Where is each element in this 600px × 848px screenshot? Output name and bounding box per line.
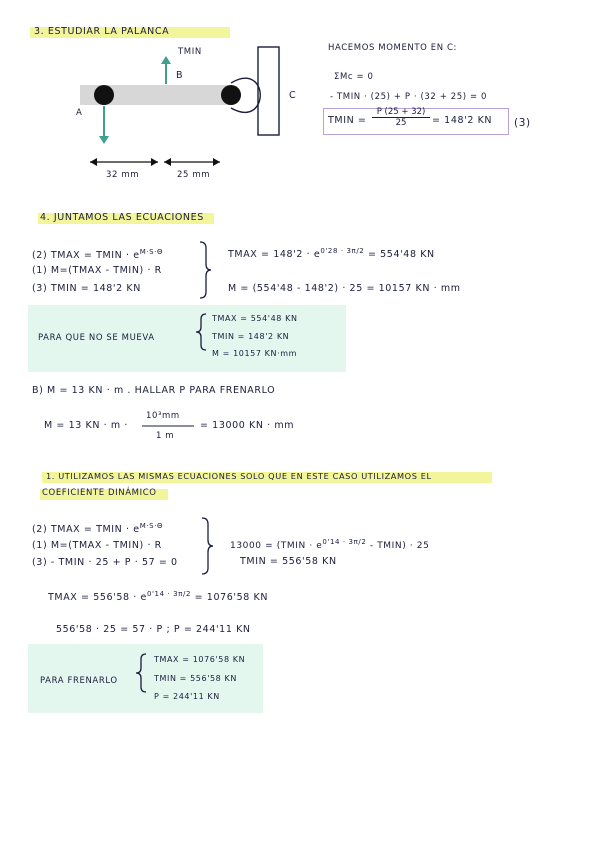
- sec1-eq-2-text: (2) TMAX = TMIN · e: [32, 524, 140, 536]
- sec1-tmax-val: = 1076'58 KN: [194, 592, 269, 604]
- moments-sum: ΣMc = 0: [334, 72, 374, 82]
- sec1-eq-3: (3) - TMIN · 25 + P · 57 = 0: [32, 557, 178, 568]
- sec4-eq-3: (3) TMIN = 148'2 KN: [32, 283, 141, 294]
- sectionB-lhs: M = 13 KN · m ·: [44, 420, 128, 431]
- sec4-eq-2: [32, 248, 163, 261]
- dim-right-head-l: [164, 158, 171, 166]
- brake-item-tmin: TMIN = 556'58 KN: [154, 674, 237, 683]
- sec1-tmax-text: TMAX = 556'58 · e: [48, 592, 147, 604]
- sectionB-frac-den: 1 m: [156, 431, 175, 441]
- sec4-tmax-val: = 554'48 KN: [367, 249, 435, 261]
- sec4-tmax-text: TMAX = 148'2 · e: [228, 249, 321, 261]
- arrow-tmin-head: [161, 56, 171, 64]
- no-move-item-tmin: TMIN = 148'2 KN: [212, 332, 290, 341]
- sec1-eq-1: (1) M=(TMAX - TMIN) · R: [32, 540, 162, 551]
- sectionB-frac-num: 10³mm: [146, 411, 180, 421]
- moments-eq: - TMIN · (25) + P · (32 + 25) = 0: [330, 92, 487, 102]
- sec1-tmax-line: [48, 590, 268, 603]
- pivot-b: [221, 85, 241, 105]
- sectionB-rhs: = 13000 KN · mm: [200, 420, 295, 431]
- label-a: A: [76, 108, 83, 118]
- no-move-label: PARA QUE NO SE MUEVA: [38, 333, 155, 343]
- no-move-item-tmax: TMAX = 554'48 KN: [212, 314, 298, 323]
- label-b: B: [176, 70, 184, 81]
- no-move-item-m: M = 10157 KN·mm: [212, 349, 298, 358]
- sec1-tmax-exp: 0'14 · 3π/2: [146, 590, 191, 598]
- sec1-eq-2-exp: M·S·Θ: [139, 522, 164, 530]
- tmin-frac-den: 25: [395, 118, 407, 128]
- section3-title: 3. ESTUDIAR LA PALANCA: [34, 26, 170, 37]
- sec4-m-line: M = (554'48 - 148'2) · 25 = 10157 KN · mm: [228, 283, 461, 294]
- brace-box2: [136, 654, 146, 692]
- sec1-eq-2: [32, 522, 163, 535]
- sec1-right2: TMIN = 556'58 KN: [240, 556, 337, 567]
- brake-label: PARA FRENARLO: [40, 676, 118, 686]
- sec4-eq-2-exp: M·S·Θ: [139, 248, 164, 256]
- sec1-right1: [230, 538, 429, 551]
- brake-item-p: P = 244'11 KN: [154, 692, 220, 701]
- brake-item-tmax: TMAX = 1076'58 KN: [154, 655, 246, 664]
- moments-header: HACEMOS MOMENTO EN C:: [328, 43, 457, 53]
- arrow-p-head: [99, 136, 109, 144]
- brace-sec4: [200, 242, 211, 298]
- sec1-right1-exp: 0'14 · 3π/2: [322, 538, 367, 546]
- sec4-tmax-exp: 0'28 · 3π/2: [320, 247, 365, 255]
- brace-box1: [196, 314, 206, 350]
- dim-left-head-l: [90, 158, 97, 166]
- tmin-result-frac: [372, 107, 430, 128]
- brace-sec1: [202, 518, 213, 574]
- sec4-eq-1: (1) M=(TMAX - TMIN) · R: [32, 265, 162, 276]
- dim-right-head-r: [213, 158, 220, 166]
- section1-title-2: COEFICIENTE DINÁMICO: [42, 488, 157, 498]
- sec1-right1-tail: - TMIN) · 25: [369, 541, 430, 551]
- tmin-frac-num: P (25 + 32): [372, 107, 430, 118]
- label-c: C: [289, 90, 297, 101]
- section1-title-1: 1. UTILIZAMOS LAS MISMAS ECUACIONES SOLO QUE EN ESTE CASO UTILIZAMOS EL: [46, 471, 432, 481]
- dim-left-head-r: [151, 158, 158, 166]
- tmin-result-lhs: TMIN =: [328, 115, 367, 126]
- dim-right-label: 25 mm: [177, 170, 211, 180]
- dim-left-label: 32 mm: [106, 170, 140, 180]
- label-tmin: TMIN: [178, 47, 202, 57]
- sec1-p-line: 556'58 · 25 = 57 · P ; P = 244'11 KN: [56, 624, 251, 635]
- sec1-right1-text: 13000 = (TMIN · e: [230, 541, 323, 551]
- section4-title: 4. JUNTAMOS LAS ECUACIONES: [40, 212, 204, 223]
- sec4-eq-2-text: (2) TMAX = TMIN · e: [32, 250, 140, 262]
- tmin-result-rhs: = 148'2 KN: [432, 115, 493, 126]
- tmin-result-tag: (3): [514, 117, 531, 129]
- sectionB-title: B) M = 13 KN · m . HALLAR P PARA FRENARLO: [32, 385, 276, 396]
- pivot-a: [94, 85, 114, 105]
- sec4-tmax-line: [228, 247, 435, 260]
- wall-c: [258, 47, 279, 135]
